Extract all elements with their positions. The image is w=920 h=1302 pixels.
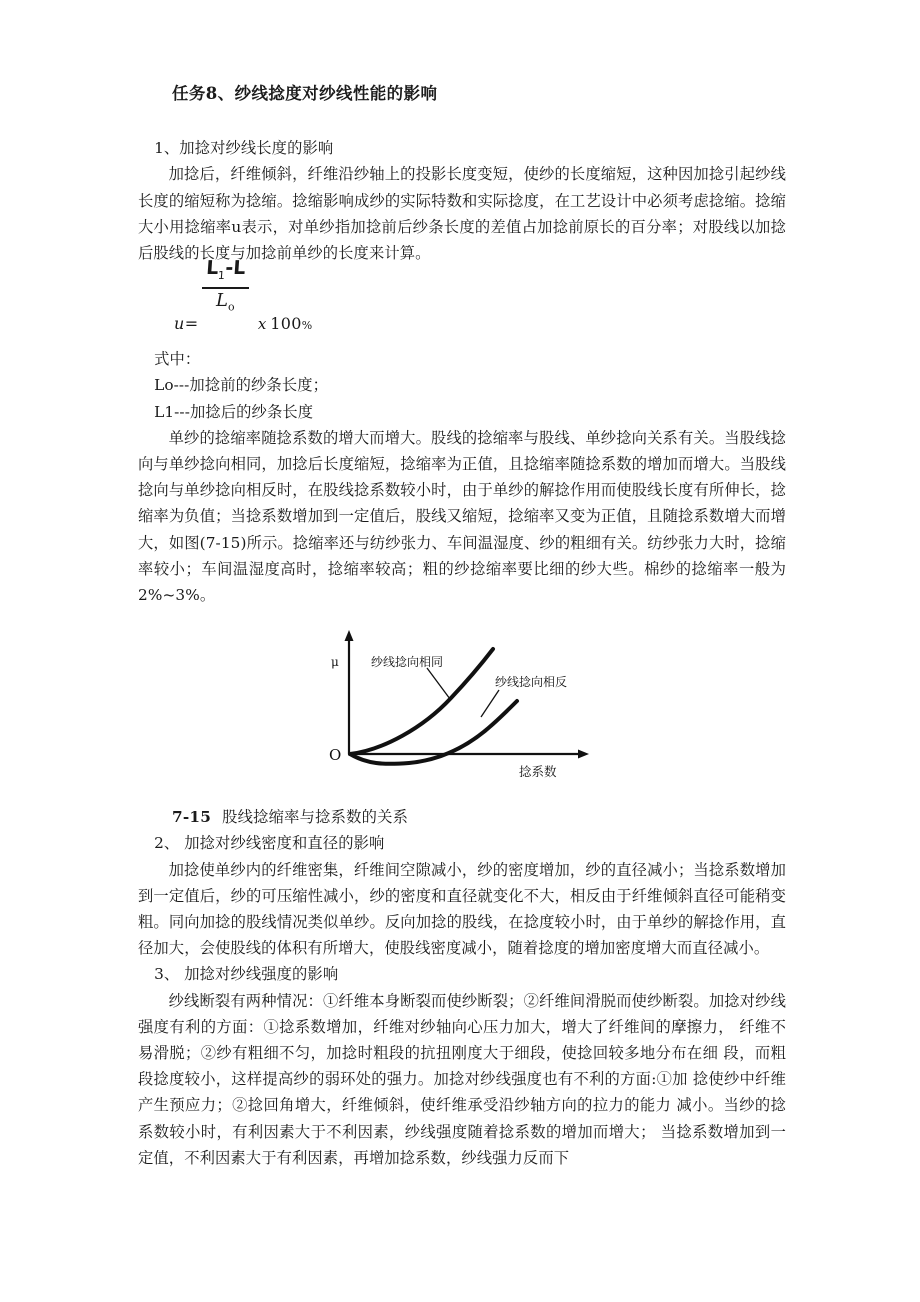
figure-caption bbox=[172, 804, 786, 830]
formula-variable: u= bbox=[174, 313, 199, 333]
formula-fraction bbox=[202, 258, 249, 318]
section-3-heading: 3、 加捻对纱线强度的影响 bbox=[154, 965, 339, 984]
formula-denominator: $L_o$ bbox=[215, 289, 235, 314]
leader-line-same bbox=[427, 668, 450, 699]
formula-numerator: $L_1-L$ bbox=[205, 257, 246, 282]
legend-item-l0: Lo---加捻前的纱条长度； bbox=[154, 376, 329, 395]
legend-intro: 式中： bbox=[154, 350, 201, 369]
formula-block bbox=[138, 257, 786, 346]
series-label-opposite-direction: 纱线捻向相反 bbox=[495, 675, 568, 690]
figure-caption-number: 7-15 bbox=[172, 808, 212, 827]
formula-multiply: x bbox=[257, 314, 267, 333]
paragraph-twist-length: 加捻后，纤维倾斜，纤维沿纱轴上的投影长度变短，使纱的长度缩短，这种因加捻引起纱线长度的缩短称为捻缩。捻缩影响成纱的实际特数和实际捻度，在工艺设计中必须考虑捻缩。捻缩大小用捻缩率u表示，对单纱指加捻前后纱条长度的差值占加捻前原长的百分率；对股线以加捻后股线的长度与加捻前单纱的长度来计算。 bbox=[138, 165, 786, 262]
y-axis-label: μ bbox=[331, 655, 339, 670]
x-axis-arrow bbox=[578, 750, 589, 759]
legend-item-l1: L1---加捻后的纱条长度 bbox=[154, 402, 314, 421]
y-axis-arrow bbox=[345, 630, 354, 641]
document-content bbox=[138, 82, 786, 1171]
paragraph-twist-shrinkage: 单纱的捻缩率随捻系数的增大而增大。股线的捻缩率与股线、单纱捻向关系有关。当股线捻向与单纱捻向相同，加捻后长度缩短，捻缩率为正值，且捻缩率随捻系数的增加而增大。当股线捻向与单纱捻向相反时，在股线捻系数较小时，由于单纱的解捻作用而使股线长度有所伸长，捻缩率为负值；当捻系数增加到一定值后，股线又缩短，捻缩率又变为正值，且随捻系数增大而增大，如图(7-15)所示。捻缩率还与纺纱张力、车间温湿度、纱的粗细有关。纺纱张力大时，捻缩率较小；车间温湿度高时，捻缩率较高；粗的纱捻缩率要比细的纱大些。棉纱的捻缩率一般为2%~3%。 bbox=[138, 428, 786, 604]
x-axis-label: 捻系数 bbox=[519, 764, 557, 780]
series-label-same-direction: 纱线捻向相同 bbox=[371, 655, 444, 670]
figure-7-15 bbox=[138, 624, 786, 804]
section-1-heading: 1、加捻对纱线长度的影响 bbox=[154, 139, 334, 158]
origin-label: O bbox=[329, 746, 342, 765]
shrinkage-formula bbox=[174, 257, 313, 334]
paragraph-strength: 纱线断裂有两种情况：①纤维本身断裂而使纱断裂；②纤维间滑脱而使纱断裂。加捻对纱线强度有利的方面：①捻系数增加，纤维对纱轴向心压力加大，增大了纤维间的摩擦力， 纤维不易滑脱；②纱有粗细不匀，加捻时粗段的抗扭刚度大于细段，使捻回较多地分布在细 段，而粗段捻度较小，这样提高纱的弱环处的强力。加捻对纱线强度也有不利的方面:①加 捻使纱中纤维产生预应力；②捻回角增大，纤维倾斜，使纤维承受沿纱轴方向的拉力的能力 减小。当纱的捻系数较小时，有利因素大于不利因素，纱线强度随着捻系数的增加而增大； 当捻系数增加到一定值，不利因素大于有利因素，再增加捻系数，纱线强力反而下 bbox=[138, 991, 786, 1167]
formula-percent: 100% bbox=[270, 313, 313, 333]
leader-line-opposite bbox=[481, 690, 499, 717]
page-title: 任务8、纱线捻度对纱线性能的影响 bbox=[172, 84, 438, 103]
figure-caption-text: 股线捻缩率与捻系数的关系 bbox=[222, 808, 409, 827]
paragraph-density-diameter: 加捻使单纱内的纤维密集，纤维间空隙减小，纱的密度增加，纱的直径减小；当捻系数增加到一定值后，纱的可压缩性减小，纱的密度和直径就变化不大，相反由于纤维倾斜直径可能稍变粗。同向加捻的股线情况类似单纱。反向加捻的股线，在捻度较小时，由于单纱的解捻作用，直径加大，会使股线的体积有所增大，使股线密度减小，随着捻度的增加密度增大而直径减小。 bbox=[138, 860, 786, 958]
section-2-heading: 2、 加捻对纱线密度和直径的影响 bbox=[154, 834, 385, 853]
twist-shrinkage-chart bbox=[323, 624, 613, 799]
